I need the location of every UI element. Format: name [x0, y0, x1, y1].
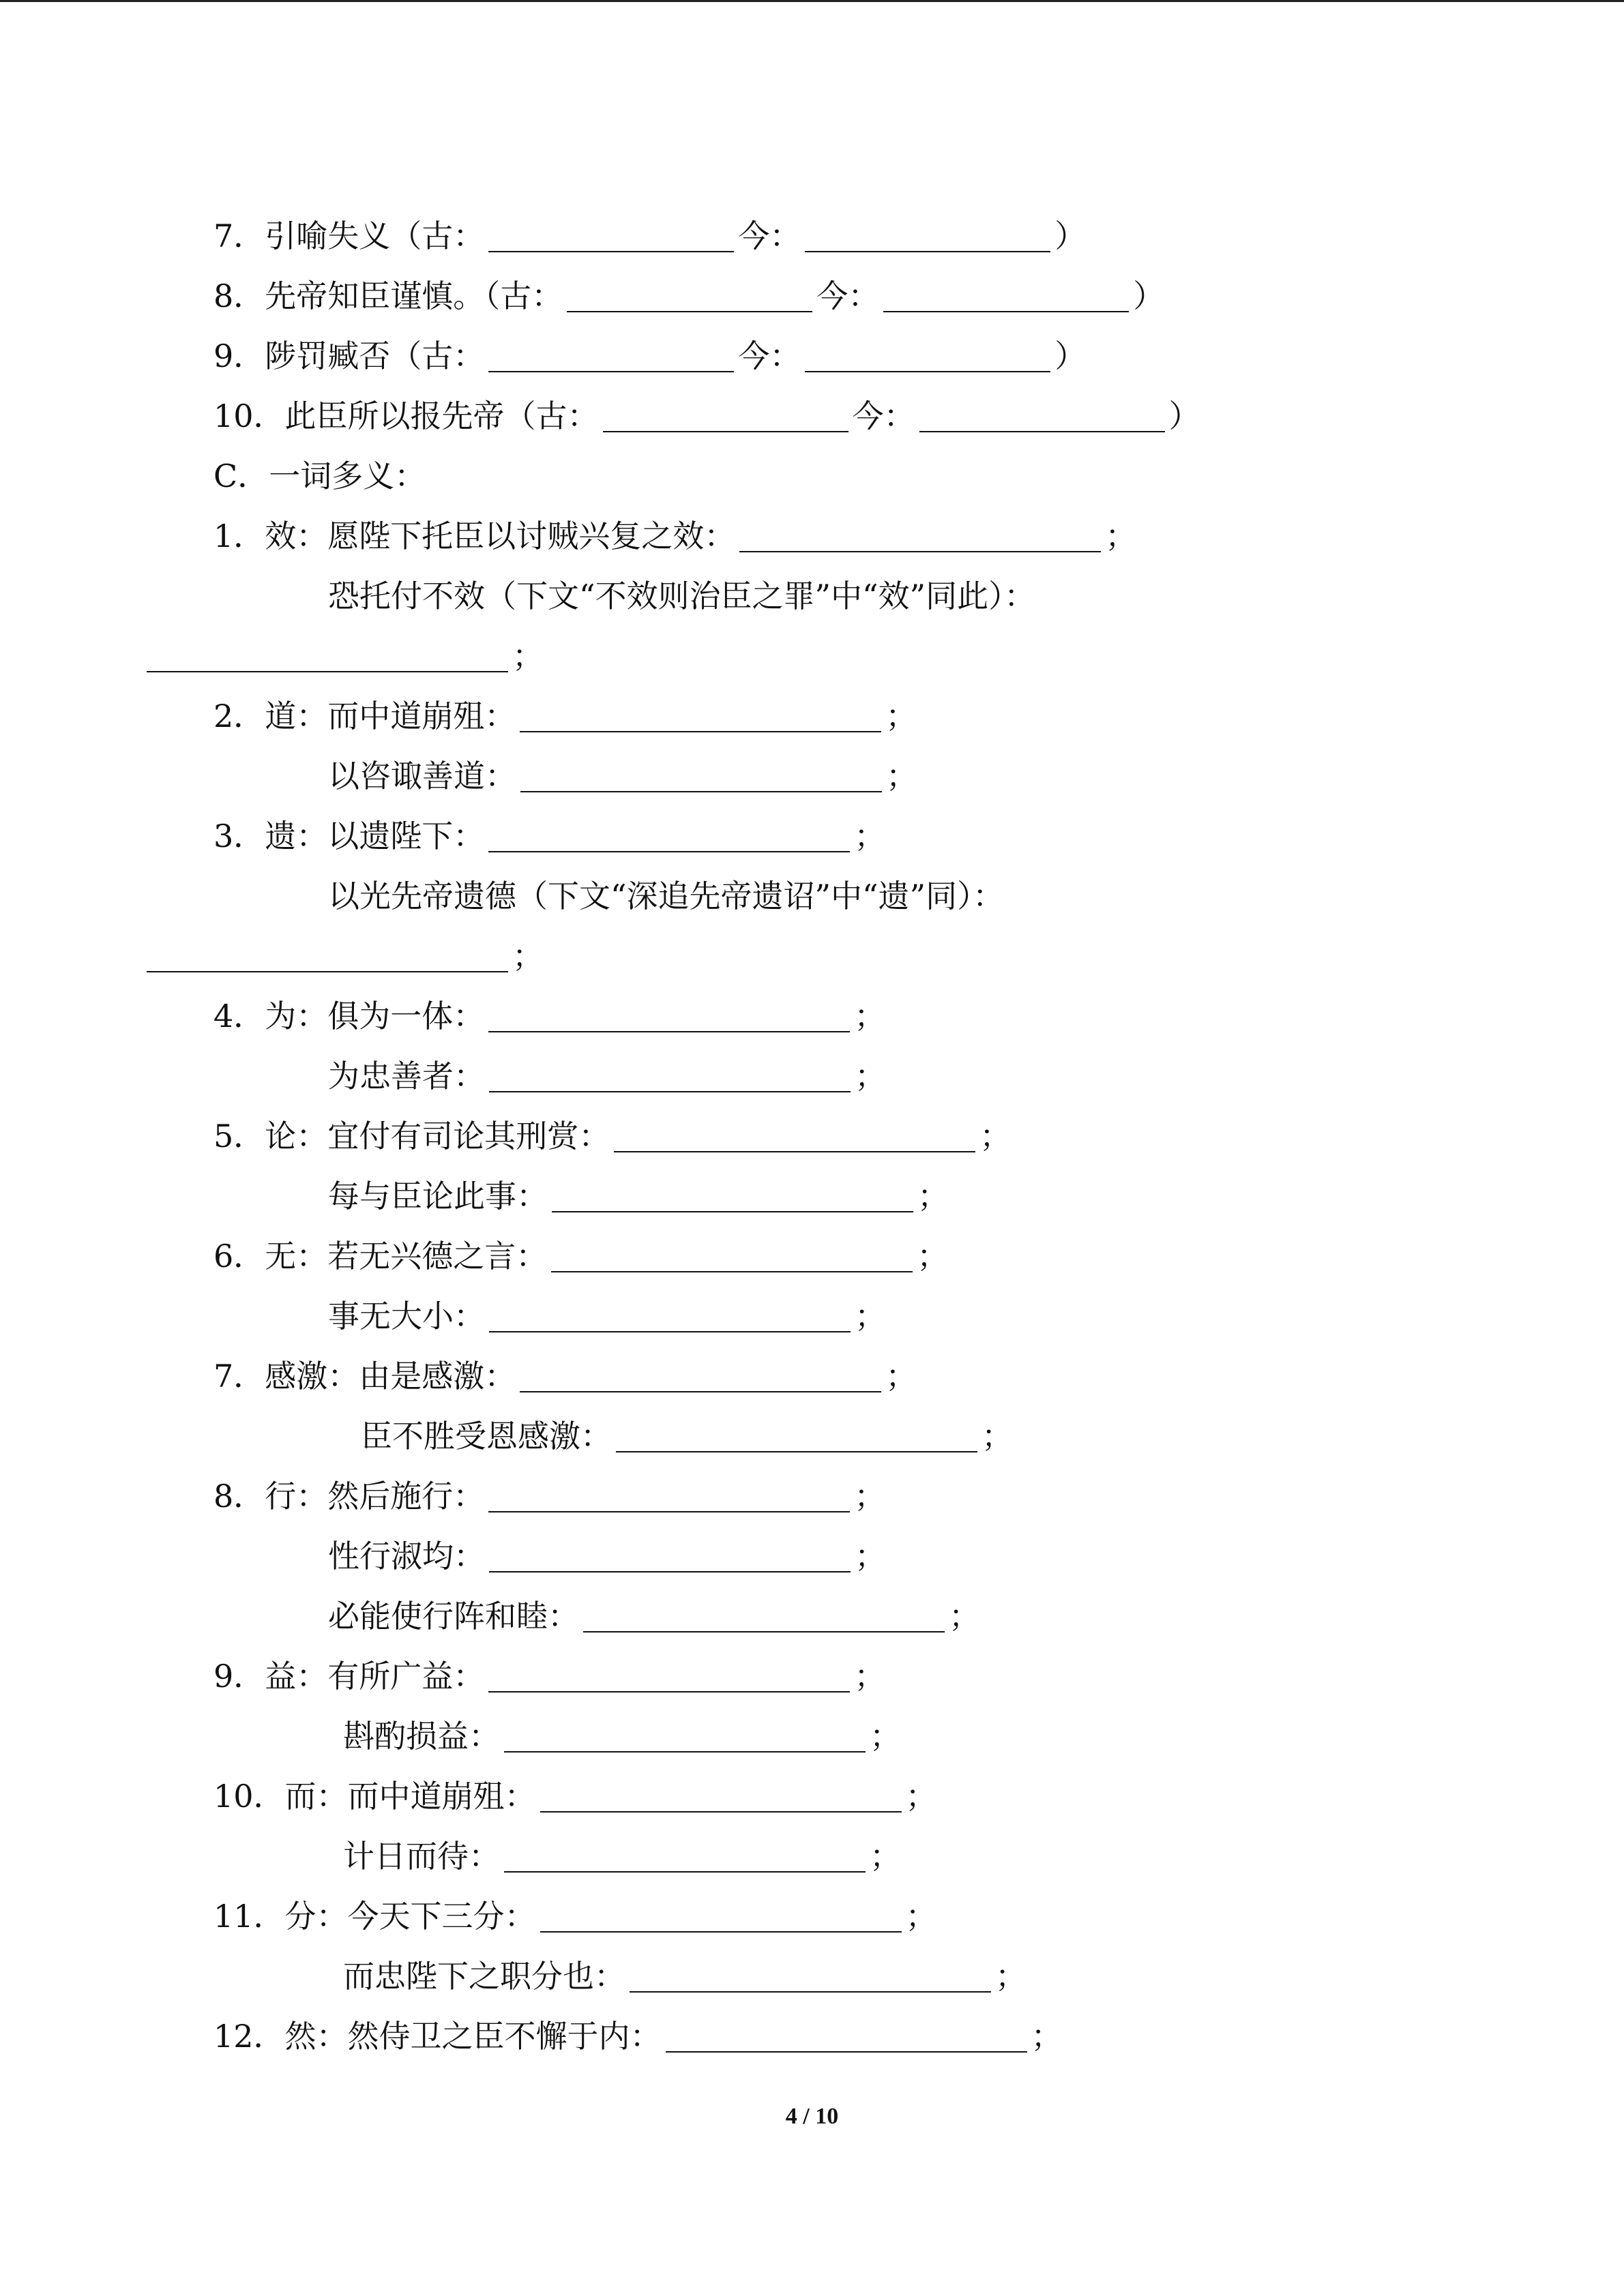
item-c12: 12．然： 然侍卫之臣不懈于内： ；: [213, 2018, 1063, 2055]
item-c1-s2-answer: ；: [147, 629, 544, 683]
item-c3-s2: 以光先帝遗德（下文“深追先帝遗诏”中“遗”同）：: [328, 878, 1005, 914]
item-b7: 7． 引喻失义（古： 今： ）: [213, 218, 1087, 254]
answer-blank[interactable]: [489, 1060, 851, 1092]
answer-blank[interactable]: [504, 1840, 866, 1873]
answer-blank[interactable]: [739, 520, 1101, 552]
answer-blank[interactable]: [540, 1900, 902, 1933]
answer-blank[interactable]: [488, 1480, 850, 1512]
item-c11: 11．分： 今天下三分： ；: [213, 1898, 937, 1935]
item-b10: 10． 此臣所以报先帝（古： 今： ）: [213, 398, 1200, 434]
item-c8-s3: 必能使行阵和睦： ；: [328, 1598, 980, 1635]
item-c9: 9．益： 有所广益： ；: [213, 1658, 886, 1695]
answer-blank[interactable]: [805, 220, 1050, 252]
answer-blank[interactable]: [147, 940, 508, 972]
page-number: 4 / 10: [785, 2104, 839, 2129]
section-c-title: C．一词多义：: [213, 458, 426, 494]
answer-blank[interactable]: [520, 700, 881, 732]
item-c9-s2: 斟酌损益： ；: [343, 1718, 901, 1755]
answer-blank[interactable]: [567, 280, 812, 312]
answer-blank[interactable]: [666, 2020, 1027, 2053]
item-c10: 10．而： 而中道崩殂： ；: [213, 1778, 937, 1815]
answer-blank[interactable]: [488, 1000, 850, 1032]
answer-blank[interactable]: [616, 1420, 977, 1452]
page-top-border: [0, 0, 1624, 2]
item-c11-s2: 而忠陛下之职分也： ；: [343, 1958, 1027, 1995]
item-c8: 8．行： 然后施行： ；: [213, 1478, 886, 1515]
answer-blank[interactable]: [489, 1540, 851, 1572]
answer-blank[interactable]: [805, 340, 1050, 372]
answer-blank[interactable]: [489, 1300, 851, 1332]
answer-blank[interactable]: [630, 1960, 991, 1993]
answer-blank[interactable]: [583, 1600, 945, 1632]
answer-blank[interactable]: [520, 1360, 881, 1392]
answer-blank[interactable]: [603, 400, 848, 432]
item-c10-s2: 计日而待： ；: [343, 1838, 901, 1875]
item-c6-s2: 事无大小： ；: [328, 1298, 886, 1335]
item-c7-s2: 臣不胜受恩感激： ；: [361, 1418, 1013, 1455]
answer-blank[interactable]: [551, 1240, 913, 1272]
item-c2-s2: 以咨诹善道： ；: [328, 758, 917, 794]
answer-blank[interactable]: [488, 340, 734, 372]
item-c3: 3．遗： 以遗陛下： ；: [213, 818, 886, 854]
item-c3-s2-answer: ；: [147, 929, 544, 983]
answer-blank[interactable]: [147, 640, 508, 672]
item-c5: 5．论： 宜付有司论其刑赏： ；: [213, 1118, 1012, 1154]
answer-blank[interactable]: [919, 400, 1165, 432]
answer-blank[interactable]: [614, 1120, 975, 1152]
answer-blank[interactable]: [488, 820, 850, 852]
answer-blank[interactable]: [504, 1720, 866, 1753]
answer-blank[interactable]: [488, 1660, 850, 1693]
item-c1: 1．效： 愿陛下托臣以讨贼兴复之效： ；: [213, 518, 1137, 554]
item-b8: 8． 先帝知臣谨慎。（古： 今： ）: [213, 278, 1165, 314]
item-c4-s2: 为忠善者： ；: [328, 1058, 886, 1094]
item-b9: 9． 陟罚臧否（古： 今： ）: [213, 338, 1087, 374]
item-c5-s2: 每与臣论此事： ；: [328, 1178, 949, 1214]
item-c8-s2: 性行淑均： ；: [328, 1538, 886, 1575]
item-c6: 6．无： 若无兴德之言： ；: [213, 1238, 949, 1274]
item-c1-s2: 恐托付不效（下文“不效则治臣之罪”中“效”同此）：: [328, 578, 1036, 614]
answer-blank[interactable]: [883, 280, 1129, 312]
item-c4: 4．为： 俱为一体： ；: [213, 998, 886, 1034]
answer-blank[interactable]: [552, 1180, 913, 1212]
answer-blank[interactable]: [520, 760, 882, 792]
item-c7: 7．感激： 由是感激： ；: [213, 1358, 917, 1395]
answer-blank[interactable]: [488, 220, 734, 252]
item-c2: 2．道： 而中道崩殂： ；: [213, 698, 917, 734]
answer-blank[interactable]: [540, 1780, 902, 1813]
